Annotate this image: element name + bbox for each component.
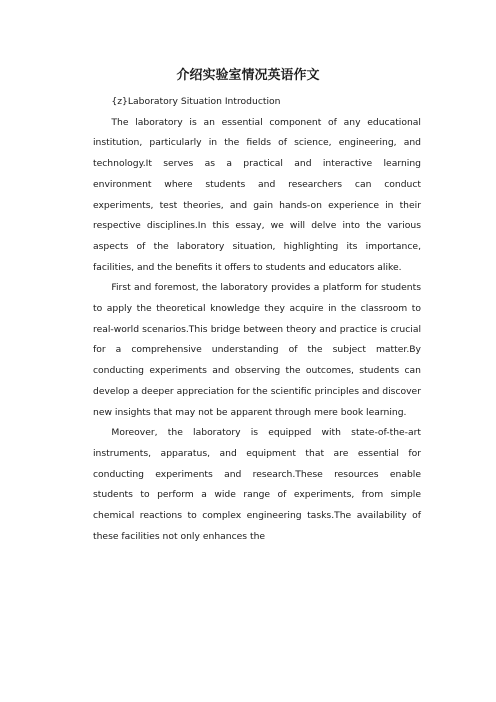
paragraph: Moreover, the laboratory is equipped with state-of-the-art instruments, apparatus, and equipment that are essential for conducting experiments and research.These resources enable students to perform a wide range of experiments, from simple chemical reactions to complex engineering tasks.The availability of these facilities not only enhances the bbox=[93, 427, 421, 542]
paragraph: First and foremost, the laboratory provides a platform for students to apply the theoretical knowledge they acquire in the classroom to real-world scenarios.This bridge between theory and practice is crucial for a comprehensive understanding of the subject matter.By conducting experiments and observing the outcomes, students can develop a deeper appreciation for the scientific principles and discover new insights that may not be apparent through mere book learning. bbox=[93, 282, 421, 418]
paragraph: The laboratory is an essential component of any educational institution, particularly in the fields of science, engineering, and technology.It serves as a practical and interactive learning environment where students and researchers can conduct experiments, test theories, and gain hands-on experience in their respective disciplines.In this essay, we will delve into the various aspects of the laboratory situation, highlighting its importance, facilities, and the benefits it offers to students and educators alike. bbox=[93, 116, 421, 273]
document-body bbox=[93, 92, 421, 547]
document-subtitle: {z}Laboratory Situation Introduction bbox=[111, 96, 281, 107]
document-title: 介绍实验室情况英语作文 bbox=[176, 68, 320, 83]
